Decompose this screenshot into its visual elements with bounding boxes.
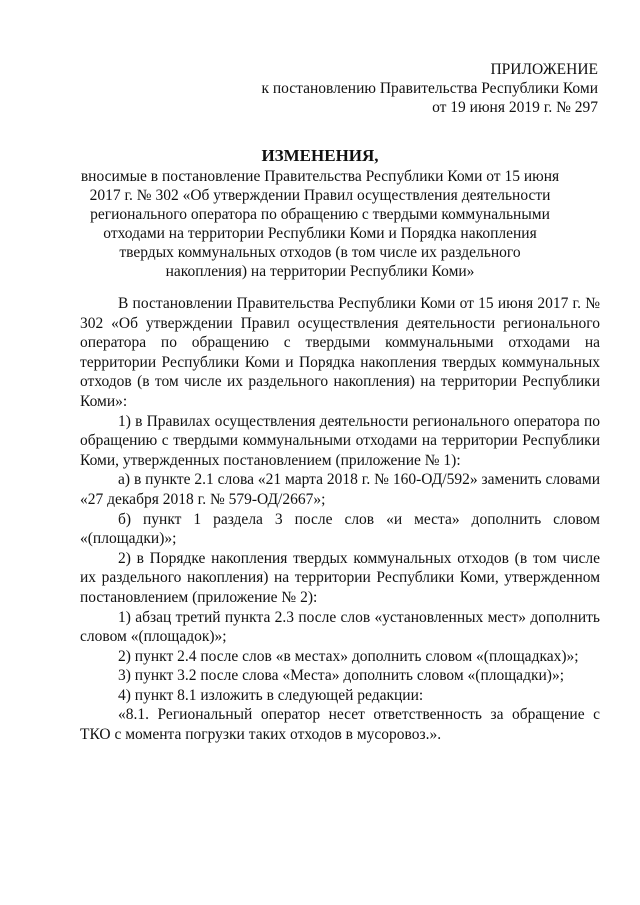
title-block	[80, 146, 560, 281]
body-paragraph: 2) пункт 2.4 после слов «в местах» дополнить словом «(площадках)»;	[118, 647, 579, 665]
body-paragraph: а) в пункте 2.1 слова «21 марта 2018 г. № 160-ОД/592» заменить словами «27 декабря 2018 г. № 579-ОД/2667»;	[80, 471, 600, 508]
body-paragraph: 4) пункт 8.1 изложить в следующей редакции:	[118, 686, 424, 704]
annex-label: ПРИЛОЖЕНИЕ	[490, 61, 598, 78]
body-paragraph: 1) абзац третий пункта 2.3 после слов «установленных мест» дополнить словом «(площадок)»;	[80, 608, 600, 646]
body-paragraph: б) пункт 1 раздела 3 после слов «и места» дополнить словом «(площадки)»;	[80, 510, 600, 548]
document-body	[80, 294, 600, 745]
annex-date-number: от 19 июня 2019 г. № 297	[432, 99, 598, 116]
document-subtitle: вносимые в постановление Правительства Республики Коми от 15 июня 2017 г. № 302 «Об утверждении Правил осуществления деятельности регионального оператора по обращению с твердыми коммунальными отходами на территории Республики Коми и Порядка накопления твердых коммунальных отходов (в том числе их раздельного накопления) на территории Республики Коми»	[80, 168, 560, 280]
document-heading: ИЗМЕНЕНИЯ,	[261, 146, 379, 165]
body-paragraph: «8.1. Региональный оператор несет ответственность за обращение с ТКО с момента погрузки таких отходов в мусоровоз.».	[80, 706, 600, 744]
annex-reference: к постановлению Правительства Республики Коми	[261, 80, 598, 97]
annex-block	[238, 60, 598, 117]
body-paragraph: В постановлении Правительства Республики Коми от 15 июня 2017 г. № 302 «Об утверждении Правил осуществления деятельности регионального оператора по обращению с твердыми коммунальными отходами на территории Республики Коми и Порядка накопления твердых коммунальных отходов (в том числе их раздельного накопления) на территории Республики Коми»:	[80, 295, 600, 410]
body-paragraph: 1) в Правилах осуществления деятельности регионального оператора по обращению с твердыми коммунальными отходами на территории Республики Коми, утвержденных постановлением (приложение № 1):	[80, 412, 600, 469]
body-paragraph: 3) пункт 3.2 после слова «Места» дополнить словом «(площадки)»;	[118, 667, 564, 685]
body-paragraph: 2) в Порядке накопления твердых коммунальных отходов (в том числе их раздельного накопления) на территории Республики Коми, утвержденном постановлением (приложение № 2):	[80, 549, 600, 606]
